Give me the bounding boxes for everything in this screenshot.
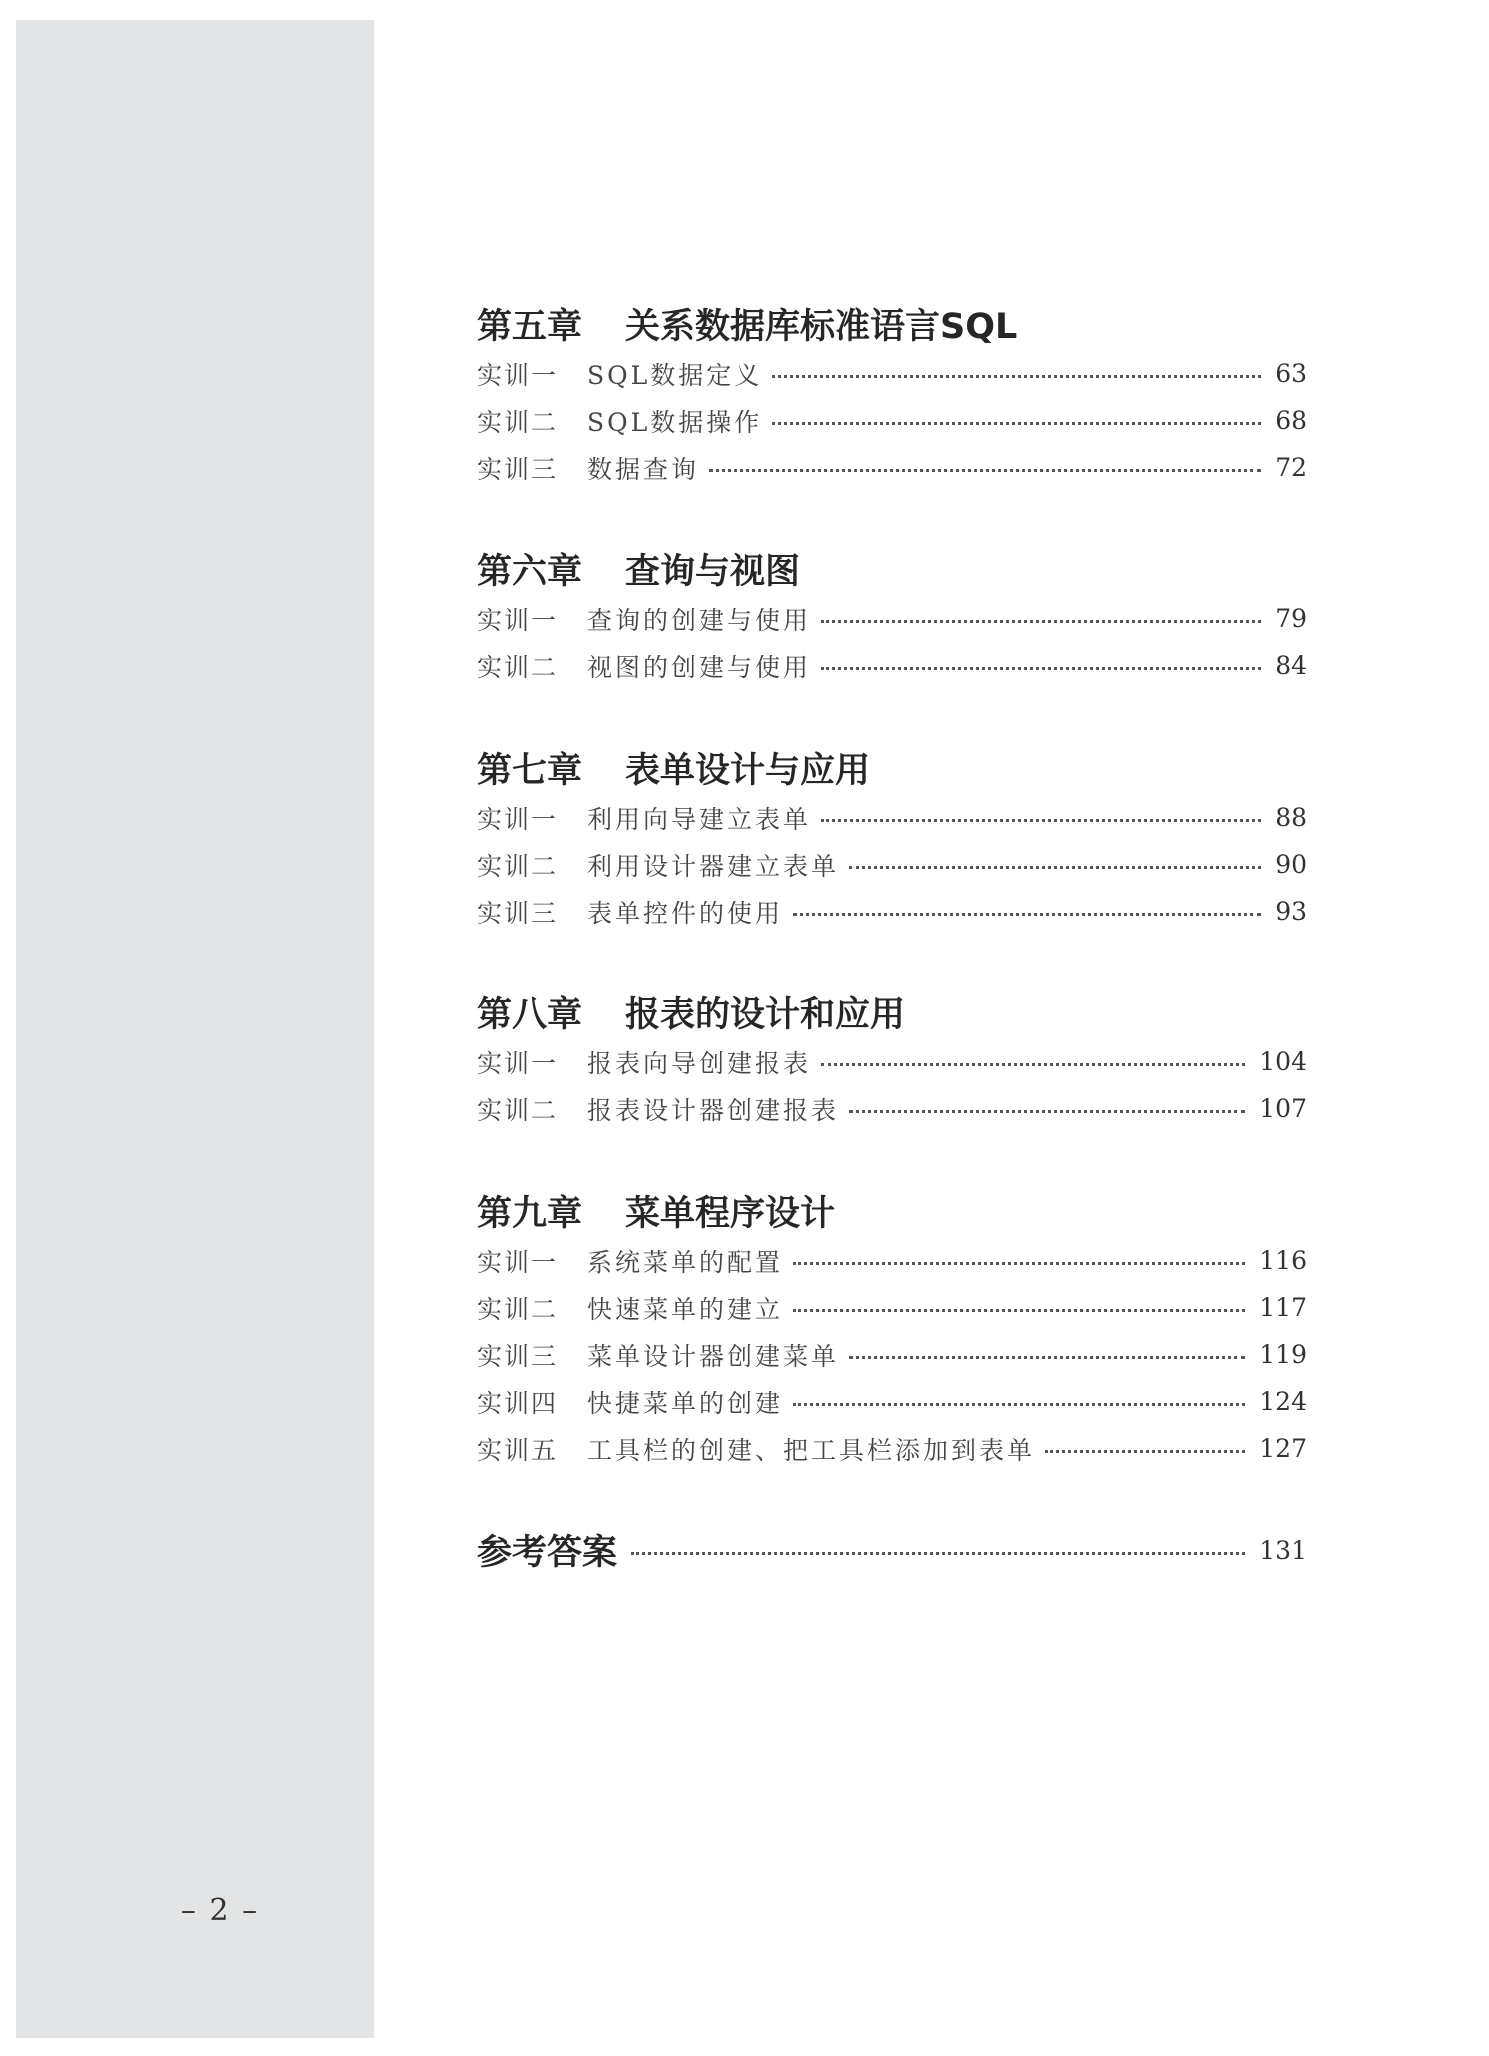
sidebar-band	[16, 20, 374, 2038]
entry-title: 快捷菜单的创建	[587, 1388, 784, 1418]
toc-entry[interactable]	[477, 841, 1307, 888]
entry-page: 79	[1275, 604, 1307, 633]
dot-leader	[849, 1110, 1245, 1113]
chapter-heading	[477, 748, 1307, 794]
toc-entry[interactable]	[477, 1378, 1307, 1425]
entry-title: 报表向导创建报表	[587, 1048, 812, 1078]
dot-leader	[631, 1552, 1245, 1555]
entry-page: 119	[1259, 1340, 1307, 1369]
toc-entry[interactable]	[477, 1425, 1307, 1472]
toc-entry[interactable]	[477, 1038, 1307, 1085]
chapter-7	[477, 748, 1307, 935]
entry-label: 实训三	[477, 454, 559, 484]
entry-title: 查询的创建与使用	[587, 605, 812, 635]
toc-entry[interactable]	[477, 1085, 1307, 1132]
dot-leader	[793, 1403, 1245, 1406]
entry-label: 实训三	[477, 898, 559, 928]
entry-page: 116	[1259, 1246, 1307, 1275]
chapter-number: 第九章	[477, 1194, 583, 1234]
entry-title: 利用向导建立表单	[587, 804, 812, 834]
entry-title: 工具栏的创建、把工具栏添加到表单	[587, 1435, 1036, 1465]
entry-label: 实训一	[477, 605, 559, 635]
page-number: – 2 –	[180, 1893, 260, 1928]
toc-entry-answers[interactable]	[477, 1525, 1307, 1575]
entry-title: 视图的创建与使用	[587, 652, 812, 682]
toc-entry[interactable]	[477, 444, 1307, 491]
toc-entry[interactable]	[477, 1331, 1307, 1378]
entry-label: 实训一	[477, 360, 559, 390]
chapter-number: 第七章	[477, 751, 583, 791]
dot-leader	[772, 375, 1261, 378]
dot-leader	[793, 913, 1261, 916]
entry-label: 实训二	[477, 407, 559, 437]
dot-leader	[821, 819, 1261, 822]
dot-leader	[709, 469, 1261, 472]
entry-label: 实训一	[477, 1048, 559, 1078]
toc-entry[interactable]	[477, 1237, 1307, 1284]
entry-page: 131	[1259, 1535, 1307, 1565]
entry-title: 表单控件的使用	[587, 898, 784, 928]
entry-page: 90	[1275, 850, 1307, 879]
entry-label: 实训四	[477, 1388, 559, 1418]
chapter-heading	[477, 304, 1307, 350]
chapter-title: 关系数据库标准语言SQL	[625, 307, 1018, 347]
entry-label: 实训五	[477, 1435, 559, 1465]
dot-leader	[793, 1309, 1245, 1312]
entry-page: 117	[1259, 1293, 1307, 1322]
entry-page: 68	[1275, 406, 1307, 435]
chapter-heading	[477, 549, 1307, 595]
entry-title: SQL数据操作	[587, 407, 763, 437]
entry-label: 实训一	[477, 1247, 559, 1277]
appendix-title: 参考答案	[477, 1533, 618, 1573]
dot-leader	[793, 1262, 1245, 1265]
dot-leader	[1045, 1450, 1245, 1453]
chapter-title: 报表的设计和应用	[625, 995, 906, 1035]
entry-page: 127	[1259, 1434, 1307, 1463]
toc-entry[interactable]	[477, 595, 1307, 642]
entry-page: 63	[1275, 359, 1307, 388]
toc-entry[interactable]	[477, 794, 1307, 841]
entry-page: 124	[1259, 1387, 1307, 1416]
dot-leader	[821, 620, 1261, 623]
chapter-heading	[477, 1191, 1307, 1237]
entry-label: 实训二	[477, 652, 559, 682]
entry-label: 实训二	[477, 1095, 559, 1125]
chapter-title: 菜单程序设计	[625, 1194, 836, 1234]
entry-page: 84	[1275, 651, 1307, 680]
toc-entry[interactable]	[477, 1284, 1307, 1331]
chapter-number: 第五章	[477, 307, 583, 347]
entry-label: 实训二	[477, 1294, 559, 1324]
chapter-5	[477, 304, 1307, 491]
chapter-title: 查询与视图	[625, 552, 801, 592]
chapter-number: 第六章	[477, 552, 583, 592]
entry-page: 88	[1275, 803, 1307, 832]
dot-leader	[821, 1063, 1245, 1066]
dot-leader	[849, 866, 1261, 869]
chapter-title: 表单设计与应用	[625, 751, 871, 791]
toc-entry[interactable]	[477, 397, 1307, 444]
entry-page: 72	[1275, 453, 1307, 482]
entry-title: 菜单设计器创建菜单	[587, 1341, 840, 1371]
entry-title: 数据查询	[587, 454, 700, 484]
dot-leader	[821, 667, 1261, 670]
chapter-8	[477, 992, 1307, 1132]
toc-entry[interactable]	[477, 642, 1307, 689]
chapter-heading	[477, 992, 1307, 1038]
entry-page: 104	[1259, 1047, 1307, 1076]
chapter-number: 第八章	[477, 995, 583, 1035]
toc-entry[interactable]	[477, 350, 1307, 397]
toc-entry[interactable]	[477, 888, 1307, 935]
entry-title: 报表设计器创建报表	[587, 1095, 840, 1125]
dot-leader	[849, 1356, 1245, 1359]
entry-label: 实训一	[477, 804, 559, 834]
entry-title: SQL数据定义	[587, 360, 763, 390]
entry-title: 系统菜单的配置	[587, 1247, 784, 1277]
entry-label: 实训三	[477, 1341, 559, 1371]
dot-leader	[772, 422, 1261, 425]
entry-label: 实训二	[477, 851, 559, 881]
chapter-9	[477, 1191, 1307, 1472]
entry-title: 利用设计器建立表单	[587, 851, 840, 881]
entry-page: 93	[1275, 897, 1307, 926]
entry-page: 107	[1259, 1094, 1307, 1123]
chapter-6	[477, 549, 1307, 689]
entry-title: 快速菜单的建立	[587, 1294, 784, 1324]
